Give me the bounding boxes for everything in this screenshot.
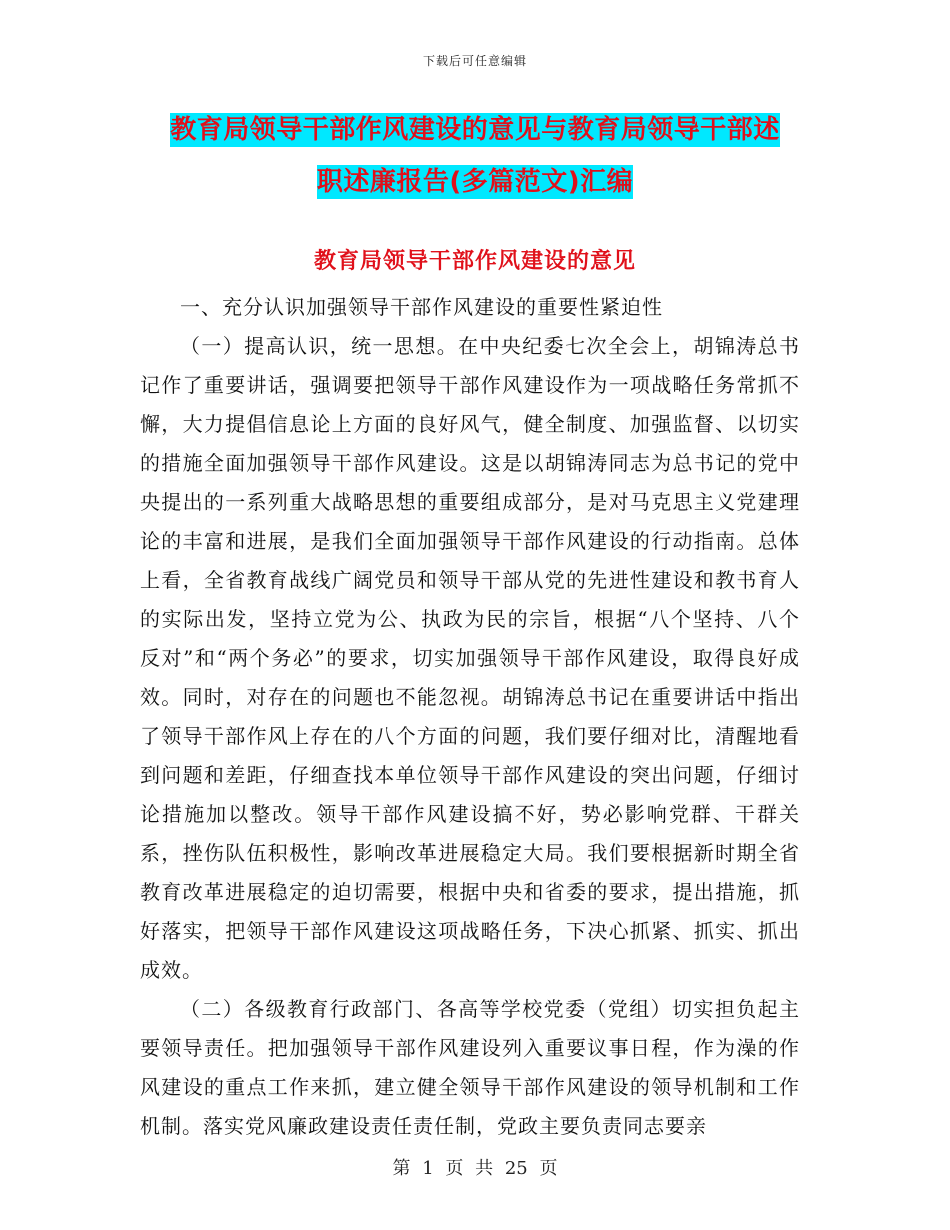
paragraph: （一）提高认识，统一思想。在中央纪委七次全会上，胡锦涛总书记作了重要讲话，强调要把领导干部作风建设作为一项战略任务常抓不懈，大力提倡信息论上方面的良好风气，健全制度、加强监督、以切实的措施全面加强领导干部作风建设。这是以胡锦涛同志为总书记的党中央提出的一系列重大战略思想的重要组成部分，是对马克思主义党建理论的丰富和进展，是我们全面加强领导干部作风建设的行动指南。总体上看，全省教育战线广阔党员和领导干部从党的先进性建设和教书育人的实际出发，坚持立党为公、执政为民的宗旨，根据“八个坚持、八个反对”和“两个务必”的要求，切实加强领导干部作风建设，取得良好成效。同时，对存在的问题也不能忽视。胡锦涛总书记在重要讲话中指出了领导干部作风上存在的八个方面的问题，我们要仔细对比，清醒地看到问题和差距，仔细查找本单位领导干部作风建设的突出问题，仔细讨论措施加以整改。领导干部作风建设搞不好，势必影响党群、干群关系，挫伤队伍积极性，影响改革进展稳定大局。我们要根据新时期全省教育改革进展稳定的迫切需要，根据中央和省委的要求，提出措施，抓好落实，把领导干部作风建设这项战略任务，下决心抓紧、抓实、抓出成效。 [140,334,800,982]
page-header-note: 下载后可任意编辑 [422,54,527,68]
page-number-footer: 第 1 页 共 25 页 [392,1158,558,1179]
paragraph-heading: 一、充分认识加强领导干部作风建设的重要性紧迫性 [180,295,663,319]
document-title-line-2: 职述廉报告(多篇范文)汇编 [316,167,634,197]
section-title: 教育局领导干部作风建设的意见 [313,249,636,274]
document-title [140,104,810,208]
paragraph: （二）各级教育行政部门、各高等学校党委（党组）切实担负起主要领导责任。把加强领导干部作风建设列入重要议事日程，作为澡的作风建设的重点工作来抓，建立健全领导干部作风建设的领导机制和工作机制。落实党风廉政建设责任责任制，党政主要负责同志要亲 [140,997,800,1138]
document-body [140,288,800,1146]
document-title-line-1: 教育局领导干部作风建设的意见与教育局领导干部述 [170,115,780,145]
